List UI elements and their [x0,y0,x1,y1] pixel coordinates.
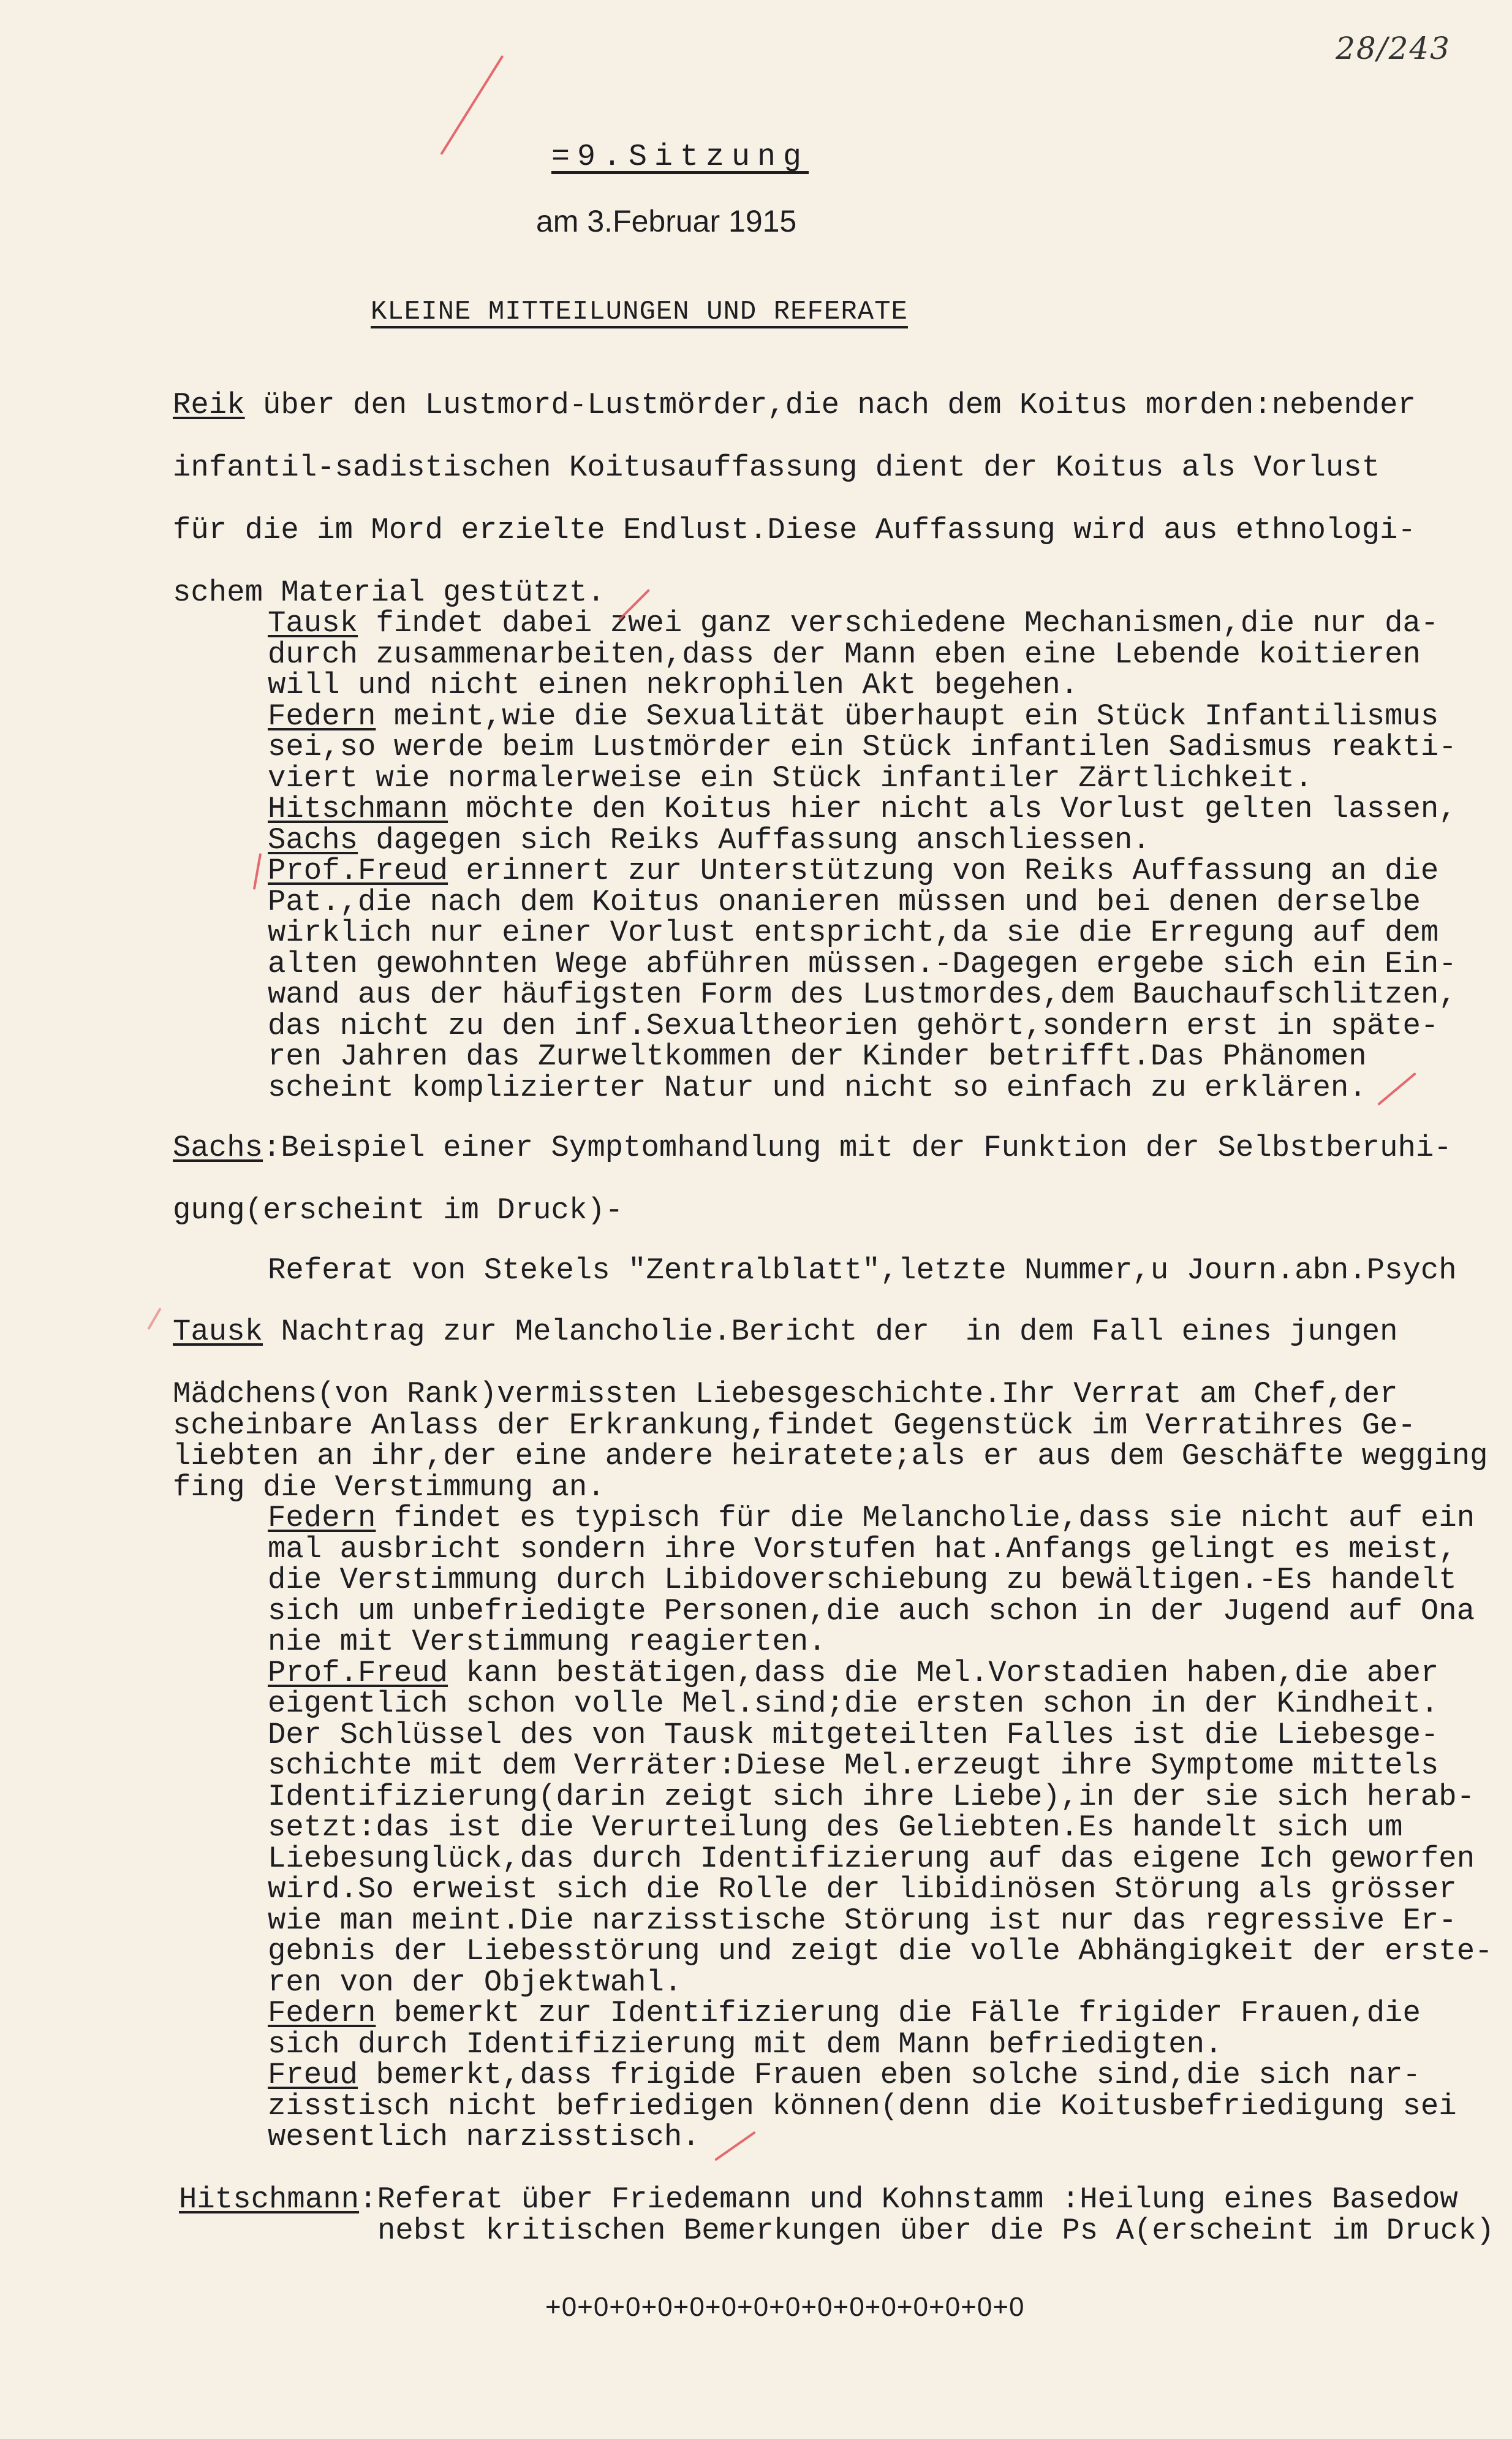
speaker-name: Prof.Freud [268,1655,448,1690]
speaker-name: Federn [268,1996,376,2030]
text-line: Nachtrag zur Melancholie.Bericht der in dem Fall eines jungen [263,1314,1398,1349]
text-line: setzt:das ist die Verurteilung des Geliebten.Es handelt sich um [268,1810,1403,1845]
text-line: nebst kritischen Bemerkungen über die Ps A(erscheint im Druck) [377,2213,1495,2248]
text-line: findet dabei zwei ganz verschiedene Mechanismen,die nur da- [358,606,1439,640]
text-line: schem Material gestützt. [173,575,605,610]
text-line: meint,wie die Sexualität überhaupt ein Stück Infantilismus [376,699,1439,734]
speaker-name: Federn [268,1501,376,1535]
text-line: Mädchens(von Rank)vermissten Liebesgeschichte.Ihr Verrat am Chef,der [173,1377,1398,1411]
text-line: Liebesunglück,das durch Identifizierung auf das eigene Ich geworfen [268,1841,1475,1876]
text-line: eigentlich schon volle Mel.sind;die ersten schon in der Kindheit. [268,1686,1439,1721]
text-line: kann bestätigen,dass die Mel.Vorstadien haben,die aber [448,1655,1439,1690]
text-line: :Referat über Friedemann und Kohnstamm :Heilung eines Basedow [359,2182,1458,2217]
text-line: bemerkt,dass frigide Frauen eben solche sind,die sich nar- [358,2058,1421,2092]
archive-reference: 28/243 [1336,31,1451,66]
text-line: zisstisch nicht befriedigen können(denn die Koitusbefriedigung sei [268,2088,1457,2123]
text-line: viert wie normalerweise ein Stück infantiler Zärtlichkeit. [268,761,1313,795]
red-pencil-mark [147,1308,161,1330]
paragraph-tausk-nachtrag [173,1300,1398,1363]
section-heading: KLEINE MITTEILUNGEN UND REFERATE [371,297,908,327]
text-line: wirklich nur einer Vorlust entspricht,da sie die Erregung auf dem [268,916,1439,950]
text-line: schichte mit dem Verräter:Diese Mel.erzeugt ihre Symptome mittels [268,1748,1439,1783]
text-line: wesentlich narzisstisch. [268,2120,700,2154]
text-line: nie mit Verstimmung reagierten. [268,1625,826,1659]
text-line: Der Schlüssel des von Tausk mitgeteilten Falles ist die Liebesge- [268,1717,1439,1752]
speaker-name: Tausk [268,606,358,640]
text-line: fing die Verstimmung an. [173,1470,605,1504]
speaker-name: Sachs [173,1131,263,1165]
text-line: ren von der Objektwahl. [268,1965,682,2000]
text-line: findet es typisch für die Melancholie,dass sie nicht auf ein [376,1501,1475,1535]
paragraph-case-history [173,1379,1488,1503]
text-line: erinnert zur Unterstützung von Reiks Auffassung an die [448,854,1439,888]
paragraph-referat-stekel [268,1239,1457,1302]
text-line: über den Lustmord-Lustmörder,die nach dem Koitus morden:nebender [244,388,1416,422]
speaker-name: Sachs [268,822,358,857]
session-title: =9.Sitzung [551,140,809,175]
discussion-block-melancholie [268,1503,1493,2153]
text-line: wie man meint.Die narzisstische Störung ist nur das regressive Er- [268,1903,1457,1938]
paragraph-sachs [173,1117,1452,1242]
text-line: gebnis der Liebesstörung und zeigt die volle Abhängigkeit der erste- [268,1934,1493,1968]
text-line: Pat.,die nach dem Koitus onanieren müssen und bei denen derselbe [268,884,1421,919]
text-line: gung(erscheint im Druck)- [173,1193,624,1227]
speaker-name: Freud [268,2058,358,2092]
text-line: scheint komplizierter Natur und nicht so einfach zu erklären. [268,1070,1367,1105]
text-line: wird.So erweist sich die Rolle der libidinösen Störung als grösser [268,1872,1457,1906]
text-line: die Verstimmung durch Libidoverschiebung zu bewältigen.-Es handelt [268,1563,1457,1597]
red-pencil-mark [253,853,262,890]
speaker-name: Reik [173,388,245,422]
speaker-name: Prof.Freud [268,854,448,888]
text-line: infantil-sadistischen Koitusauffassung dient der Koitus als Vorlust [173,450,1380,485]
red-pencil-mark [440,55,504,155]
text-line: alten gewohnten Wege abführen müssen.-Dagegen ergebe sich ein Ein- [268,946,1457,981]
text-line: liebten an ihr,der eine andere heiratete;als er aus dem Geschäfte wegging [173,1439,1488,1473]
text-line: dagegen sich Reiks Auffassung anschliessen. [358,822,1151,857]
text-line: sich durch Identifizierung mit dem Mann befriedigten. [268,2027,1223,2062]
text-line: möchte den Koitus hier nicht als Vorlust gelten lassen, [448,792,1457,826]
text-line: :Beispiel einer Symptomhandlung mit der Funktion der Selbstberuhi- [263,1131,1452,1165]
footer-separator: +0+0+0+0+0+0+0+0+0+0+0+0+0+0+0 [545,2292,1025,2322]
text-line: für die im Mord erzielte Endlust.Diese Auffassung wird aus ethnologi- [173,513,1416,547]
discussion-block-lustmord [268,608,1457,1103]
text-line: ren Jahren das Zurweltkommen der Kinder betrifft.Das Phänomen [268,1039,1367,1074]
text-line: bemerkt zur Identifizierung die Fälle frigider Frauen,die [376,1996,1421,2030]
text-line: durch zusammenarbeiten,dass der Mann eben eine Lebende koitieren [268,637,1421,672]
text-line: mal ausbricht sondern ihre Vorstufen hat.Anfangs gelingt es meist, [268,1531,1457,1566]
paragraph-reik [173,374,1416,624]
text-line: das nicht zu den inf.Sexualtheorien gehört,sondern erst in späte- [268,1008,1439,1043]
text-line: Identifizierung(darin zeigt sich ihre Liebe),in der sie sich herab- [268,1779,1475,1814]
speaker-name: Hitschmann [268,792,448,826]
paragraph-hitschmann-referat [179,2184,1494,2246]
speaker-name: Tausk [173,1314,263,1349]
session-date: am 3.Februar 1915 [536,204,797,238]
text-line: scheinbare Anlass der Erkrankung,findet Gegenstück im Verratihres Ge- [173,1408,1416,1443]
text-line: will und nicht einen nekrophilen Akt begehen. [268,668,1079,702]
speaker-name: Hitschmann [179,2182,360,2217]
text-line: sei,so werde beim Lustmörder ein Stück infantilen Sadismus reakti- [268,730,1457,764]
text-line: wand aus der häufigsten Form des Lustmordes,dem Bauchaufschlitzen, [268,977,1457,1012]
text-line: sich um unbefriedigte Personen,die auch schon in der Jugend auf Ona [268,1593,1475,1628]
text-line: Referat von Stekels "Zentralblatt",letzte Nummer,u Journ.abn.Psych [268,1253,1457,1288]
speaker-name: Federn [268,699,376,734]
